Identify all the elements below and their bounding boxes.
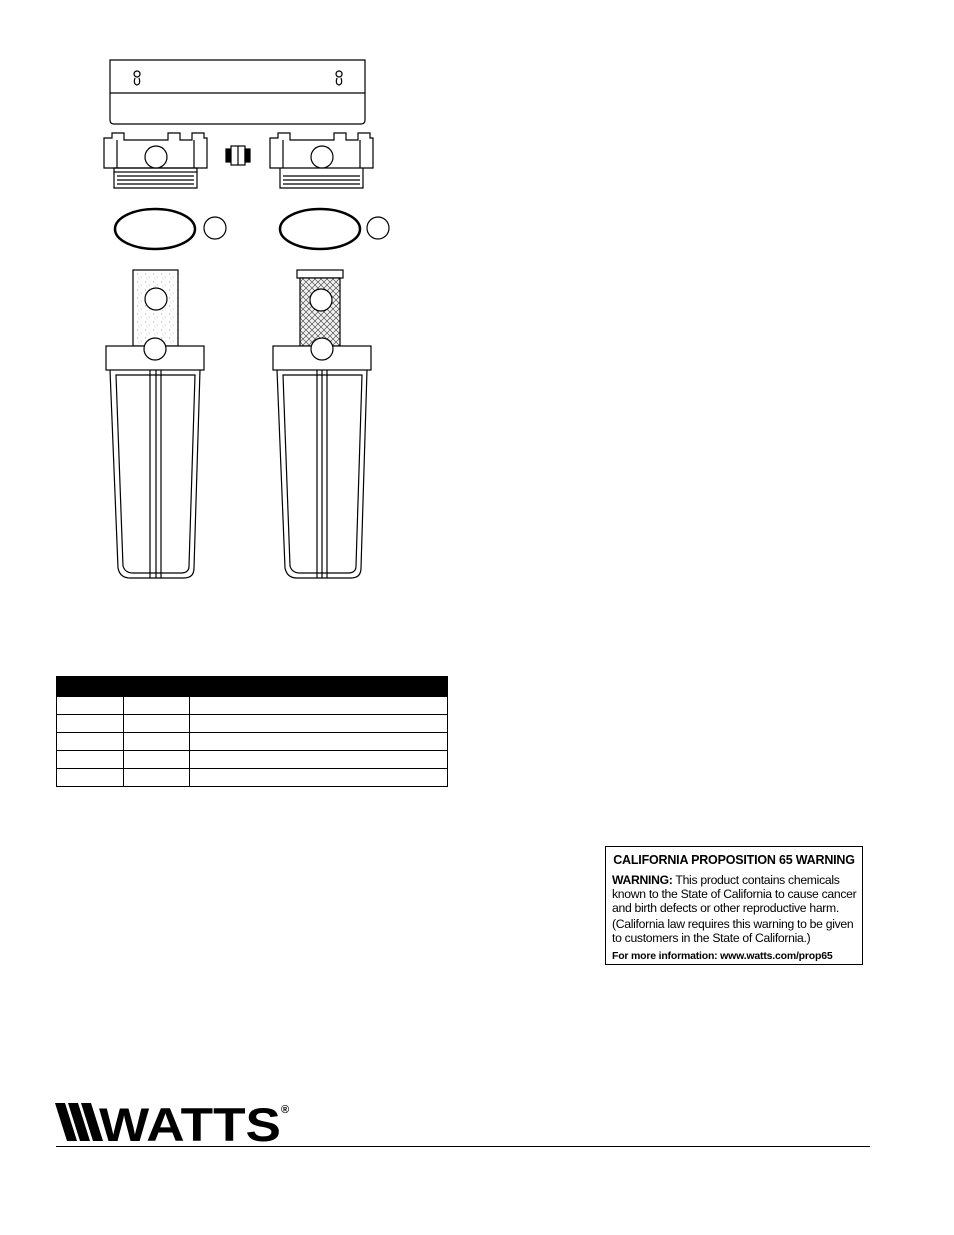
table-row xyxy=(57,751,448,769)
footer-divider xyxy=(56,1146,870,1147)
table-row xyxy=(57,733,448,751)
table-cell xyxy=(190,715,448,733)
filter-head-right xyxy=(270,133,373,188)
table-row xyxy=(57,715,448,733)
table-cell xyxy=(124,751,190,769)
table-cell xyxy=(57,751,124,769)
warning-lead: WARNING: xyxy=(612,873,673,887)
parts-table xyxy=(56,676,448,787)
header-cell xyxy=(190,677,448,697)
table-cell xyxy=(124,697,190,715)
mounting-bracket xyxy=(110,60,365,124)
table-cell xyxy=(57,697,124,715)
warning-note: (California law requires this warning to be given to customers in the State of California.) xyxy=(612,917,854,945)
table-cell xyxy=(190,769,448,787)
table-cell xyxy=(124,769,190,787)
warning-title: CALIFORNIA PROPOSITION 65 WARNING xyxy=(613,853,855,867)
warning-body xyxy=(612,873,864,915)
warning-info-link[interactable]: For more information: www.watts.com/prop65 xyxy=(612,950,833,962)
filter-housing-right xyxy=(273,338,371,578)
header-cell xyxy=(57,677,124,697)
table-cell xyxy=(190,697,448,715)
logo-wordmark: WATTS xyxy=(99,1100,281,1144)
watts-logo xyxy=(55,1100,295,1144)
prop65-warning-box xyxy=(605,846,863,965)
table-header-row xyxy=(57,677,448,697)
header-cell xyxy=(124,677,190,697)
filter-assembly-diagram xyxy=(95,52,405,592)
o-ring-left xyxy=(115,209,226,249)
table-cell xyxy=(57,769,124,787)
table-row xyxy=(57,769,448,787)
mesh-cartridge xyxy=(297,270,343,346)
table-cell xyxy=(124,733,190,751)
o-ring-right xyxy=(280,209,389,249)
table-cell xyxy=(124,715,190,733)
warning-text: This product contains chemicals known to the State of California to cause cancer and birth defects or other reproductive harm. xyxy=(612,873,857,915)
table-cell xyxy=(190,733,448,751)
table-cell xyxy=(57,733,124,751)
table-row xyxy=(57,697,448,715)
table-cell xyxy=(57,715,124,733)
sediment-cartridge xyxy=(133,270,178,346)
filter-housing-left xyxy=(106,338,204,578)
registered-mark: ® xyxy=(281,1104,290,1116)
table-cell xyxy=(190,751,448,769)
nipple-connector xyxy=(226,146,250,165)
filter-head-left xyxy=(104,133,207,188)
